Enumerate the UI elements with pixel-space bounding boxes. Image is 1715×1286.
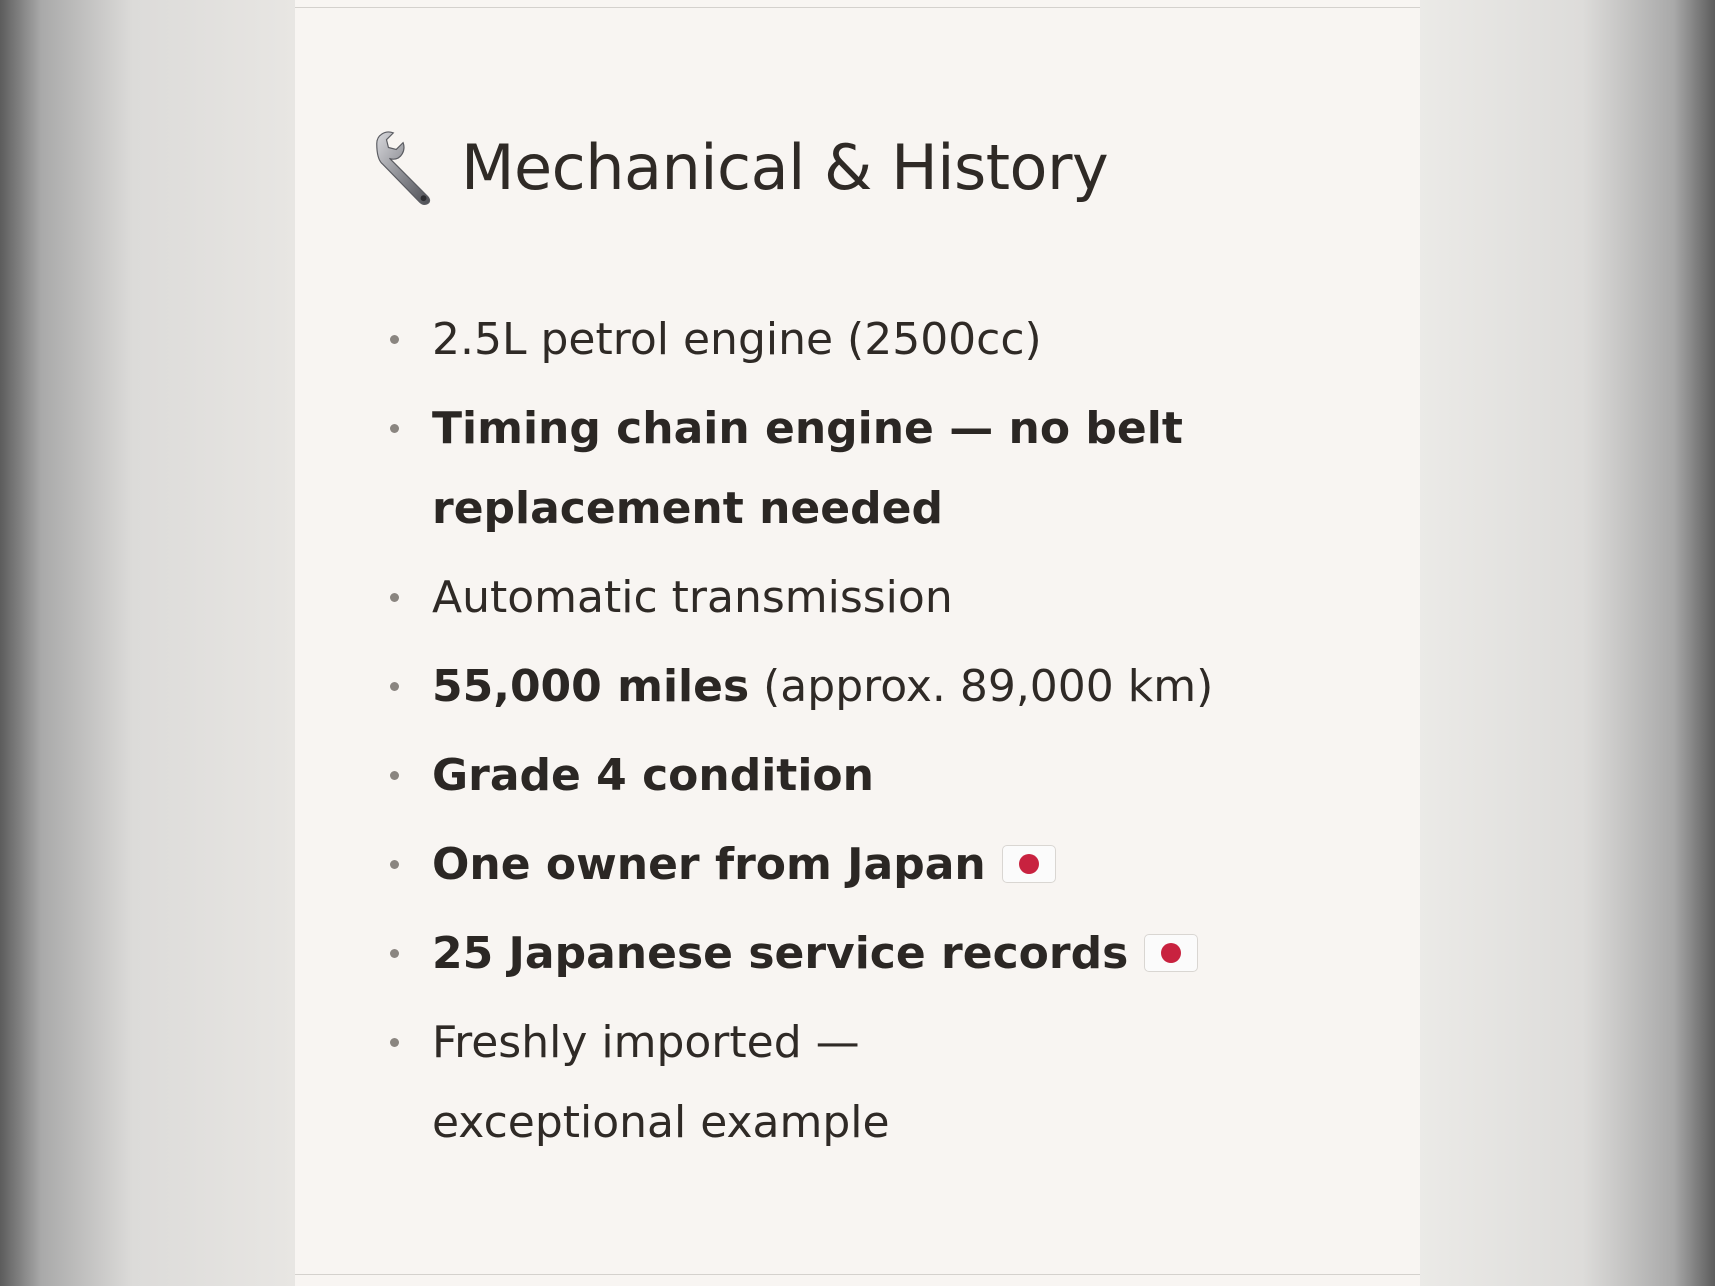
item-text-line2: exceptional example — [432, 1097, 890, 1148]
item-text-line2: replacement needed — [432, 483, 943, 534]
right-blurred-background — [1420, 0, 1715, 1286]
left-blurred-background — [0, 0, 295, 1286]
bullet-icon — [390, 424, 399, 433]
item-text: Grade 4 condition — [432, 750, 874, 801]
list-item — [390, 647, 1290, 727]
bullet-icon — [390, 682, 399, 691]
item-text-line1: Timing chain engine — no belt — [432, 403, 1183, 454]
bullet-icon — [390, 1038, 399, 1047]
list-item — [390, 825, 1290, 905]
item-text: One owner from Japan — [432, 839, 986, 890]
list-item — [390, 558, 1290, 638]
list-item — [390, 389, 1290, 549]
japan-flag-icon — [1002, 845, 1056, 883]
item-mileage: 55,000 miles — [432, 661, 750, 712]
list-item — [390, 1003, 1290, 1163]
bullet-icon — [390, 335, 399, 344]
japan-flag-icon — [1144, 934, 1198, 972]
item-text: 2.5L petrol engine (2500cc) — [432, 314, 1042, 365]
wrench-icon — [367, 128, 445, 206]
bullet-icon — [390, 860, 399, 869]
list-item — [390, 736, 1290, 816]
content-card — [295, 0, 1420, 1286]
section-title: Mechanical & History — [461, 130, 1109, 204]
list-item — [390, 914, 1290, 994]
bullet-icon — [390, 593, 399, 602]
item-mileage-km: (approx. 89,000 km) — [749, 661, 1214, 712]
card-top-divider — [295, 7, 1420, 8]
item-text-line1: Freshly imported — — [432, 1017, 860, 1068]
item-text: 25 Japanese service records — [432, 928, 1129, 979]
card-bottom-divider — [295, 1274, 1420, 1275]
bullet-icon — [390, 949, 399, 958]
section-heading — [367, 128, 1108, 206]
item-text: Automatic transmission — [432, 572, 953, 623]
feature-list — [390, 300, 1290, 1172]
bullet-icon — [390, 771, 399, 780]
list-item — [390, 300, 1290, 380]
